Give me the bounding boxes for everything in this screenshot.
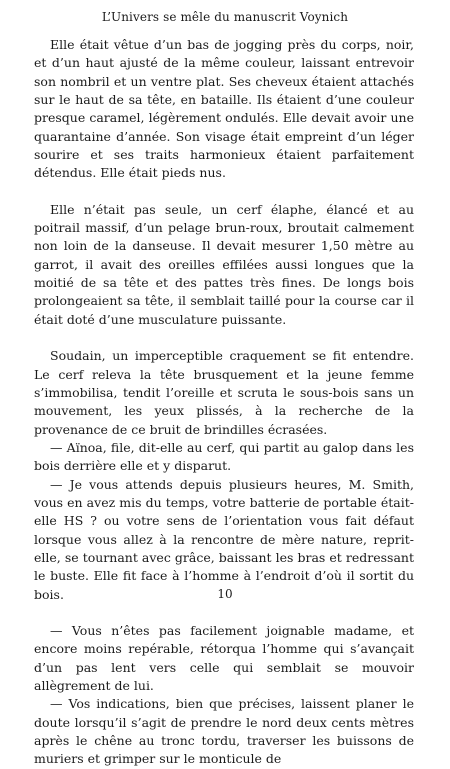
dialogue-line: — Je vous attends depuis plusieurs heures, M. Smith, vous en avez mis du temps, votre batterie de portable était-elle HS ? ou votre sens de l’orientation vous fait défaut lorsque vous allez à la rencontre de mère nature, reprit-elle, se tournant avec grâce, baissant les bras et redressant le buste. Elle fit face à l’homme à l’endroit d’où il sortit du bois. bbox=[34, 476, 414, 602]
dialogue-line: — Aïnoa, file, dit-elle au cerf, qui partit au galop dans les bois derrière elle et y disparut. bbox=[34, 439, 414, 474]
dialogue-line: — Vos indications, bien que précises, laissent planer le doute lorsqu’il s’agit de prendre le nord deux cents mètres après le chêne au tronc tordu, traverser les buissons de muriers et grimper sur le monticule de bbox=[34, 696, 414, 767]
dialogue-line: — Vous n’êtes pas facilement joignable madame, et encore moins repérable, rétorqua l’homme qui s’avançait d’un pas lent vers celle qui semblait se mouvoir allègrement de lui. bbox=[34, 622, 414, 693]
paragraph-crack: Soudain, un imperceptible craquement se fit entendre. Le cerf releva la tête brusquement et la jeune femme s’immobilisa, tendit l’oreille et scruta le sous-bois sans un mouvement, les yeux plissés, à la recherche de la provenance de ce bruit de brindilles écrasées. bbox=[34, 348, 414, 437]
paragraph-deer: Elle n’était pas seule, un cerf élaphe, élancé et au poitrail massif, d’un pelage brun-roux, broutait calmement non loin de la danseuse. Il devait mesurer 1,50 mètre au garrot, il avait des oreilles effilées aussi longues que la moitié de sa tête et des pattes très fines. De longs bois prolongeaient sa tête, il semblait taillé pour la course car il était doté d’une musculature puissante. bbox=[34, 201, 414, 327]
page-number: 10 bbox=[217, 587, 233, 601]
body-text bbox=[34, 36, 414, 769]
paragraph-description: Elle était vêtue d’un bas de jogging près du corps, noir, et d’un haut ajusté de la même couleur, laissant entrevoir son nombril et un ventre plat. Ses cheveux étaient attachés sur le haut de sa tête, en bataille. Ils étaient d’une couleur presque caramel, légèrement ondulés. Elle devait avoir une quarantaine d’année. Son visage était empreint d’un léger sourire et ses traits harmonieux étaient parfaitement détendus. Elle était pieds nus. bbox=[34, 37, 414, 181]
running-title: L’Univers se mêle du manuscrit Voynich bbox=[101, 10, 349, 24]
